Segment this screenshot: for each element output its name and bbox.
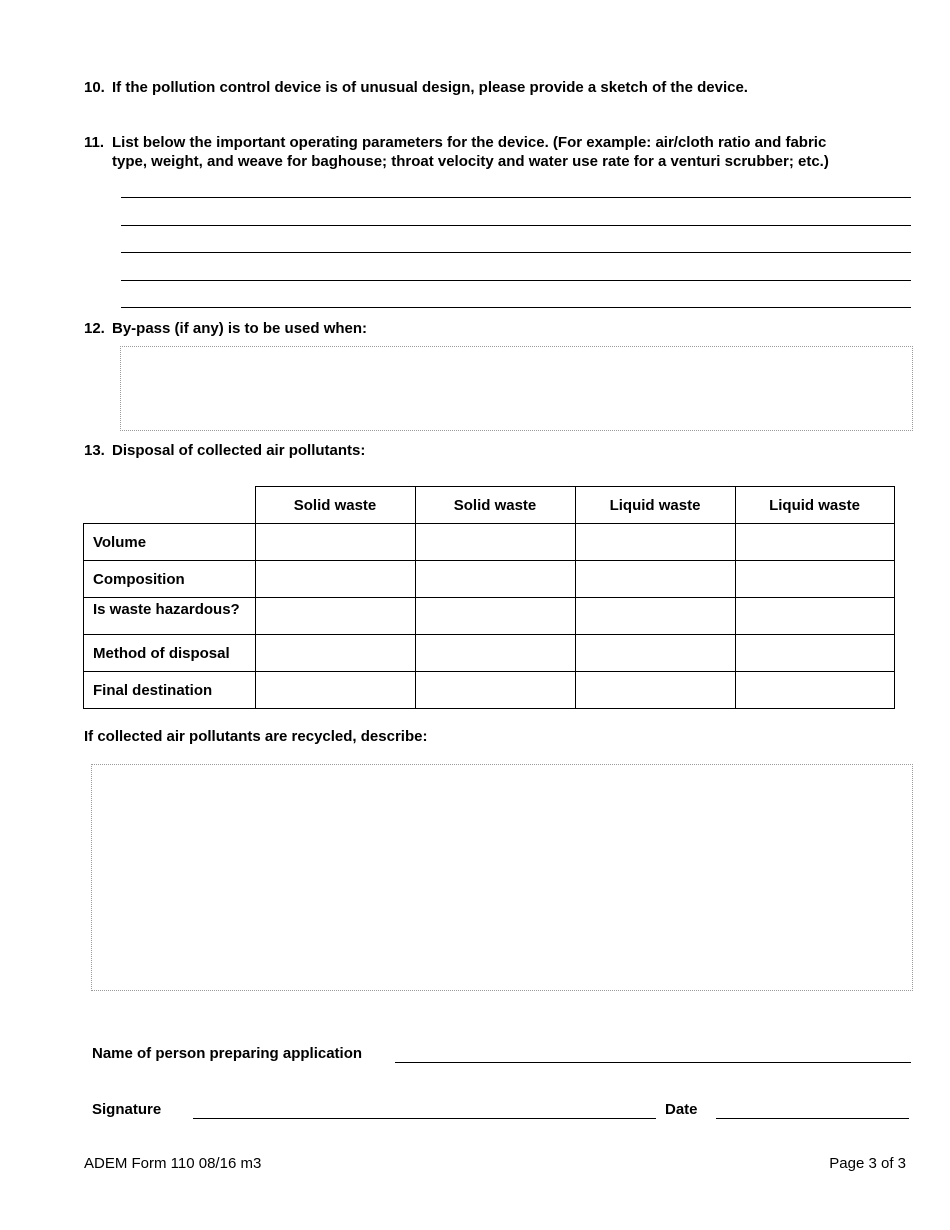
- table-cell[interactable]: [255, 524, 415, 561]
- table-cell[interactable]: [575, 635, 735, 672]
- table-row: [84, 672, 895, 709]
- table-cell[interactable]: [255, 635, 415, 672]
- question-11: [84, 133, 904, 173]
- signature-label: Signature: [92, 1101, 162, 1118]
- table-cell[interactable]: [415, 635, 575, 672]
- column-header: Liquid waste: [735, 487, 894, 524]
- table-cell[interactable]: [735, 672, 894, 709]
- date-label: Date: [665, 1101, 698, 1118]
- table-cell[interactable]: [415, 561, 575, 598]
- row-header: Volume: [84, 524, 256, 561]
- table-row: [84, 524, 895, 561]
- question-12: [84, 319, 684, 339]
- preparer-name-field[interactable]: [395, 1062, 911, 1063]
- column-header: Liquid waste: [575, 487, 735, 524]
- table-cell[interactable]: [735, 598, 894, 635]
- question-12-text: By-pass (if any) is to be used when:: [112, 320, 368, 337]
- question-10-number: 10.: [84, 79, 105, 96]
- operating-parameters-line-3[interactable]: [121, 252, 911, 253]
- signature-field[interactable]: [193, 1118, 656, 1119]
- table-cell[interactable]: [575, 561, 735, 598]
- table-row: [84, 598, 895, 635]
- preparer-name-label: Name of person preparing application: [92, 1045, 363, 1062]
- bypass-conditions-field[interactable]: [120, 346, 913, 431]
- question-13-number: 13.: [84, 442, 105, 459]
- table-cell[interactable]: [735, 561, 894, 598]
- row-header: Final destination: [84, 672, 256, 709]
- table-cell[interactable]: [735, 524, 894, 561]
- table-cell[interactable]: [575, 598, 735, 635]
- row-header: Is waste hazardous?: [93, 600, 240, 618]
- column-header: Solid waste: [415, 487, 575, 524]
- table-cell[interactable]: [415, 524, 575, 561]
- question-12-number: 12.: [84, 320, 105, 337]
- disposal-table: [83, 486, 895, 709]
- disposal-table-corner: [84, 487, 256, 524]
- table-row: [84, 635, 895, 672]
- table-cell[interactable]: [415, 672, 575, 709]
- operating-parameters-line-5[interactable]: [121, 307, 911, 308]
- column-header: Solid waste: [255, 487, 415, 524]
- recycled-label: If collected air pollutants are recycled, describe:: [84, 728, 428, 745]
- operating-parameters-line-2[interactable]: [121, 225, 911, 226]
- question-11-number: 11.: [84, 134, 105, 151]
- question-13: [84, 441, 684, 461]
- table-cell[interactable]: [575, 524, 735, 561]
- question-13-text: Disposal of collected air pollutants:: [112, 442, 366, 459]
- question-10: [84, 78, 904, 98]
- table-cell[interactable]: [255, 561, 415, 598]
- row-header-cell: [84, 598, 256, 635]
- question-10-text: If the pollution control device is of unusual design, please provide a sketch of the device.: [112, 79, 748, 96]
- operating-parameters-line-4[interactable]: [121, 280, 911, 281]
- form-id: ADEM Form 110 08/16 m3: [84, 1155, 262, 1172]
- table-row: [84, 561, 895, 598]
- question-11-line-1: List below the important operating parameters for the device. (For example: air/cloth ratio and fabric: [112, 134, 827, 151]
- table-cell[interactable]: [415, 598, 575, 635]
- table-cell[interactable]: [735, 635, 894, 672]
- row-header: Composition: [84, 561, 256, 598]
- row-header: Method of disposal: [84, 635, 256, 672]
- table-cell[interactable]: [255, 672, 415, 709]
- page-number: Page 3 of 3: [829, 1155, 906, 1172]
- recycled-description-field[interactable]: [91, 764, 913, 991]
- table-cell[interactable]: [575, 672, 735, 709]
- question-11-line-2: type, weight, and weave for baghouse; throat velocity and water use rate for a venturi scrubber; etc.): [112, 153, 829, 170]
- table-cell[interactable]: [255, 598, 415, 635]
- disposal-table-header-row: [84, 487, 895, 524]
- operating-parameters-line-1[interactable]: [121, 197, 911, 198]
- date-field[interactable]: [716, 1118, 909, 1119]
